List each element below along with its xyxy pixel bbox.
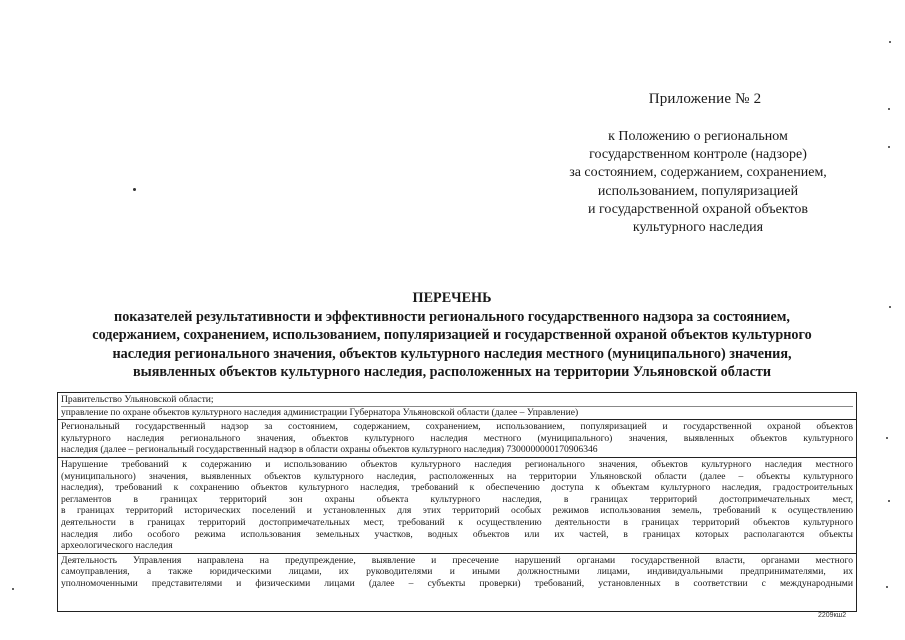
table-row-line: Деятельность Управления направлена на предупреждение, выявление и пресечение нарушений органами государственной власти, органами местного [61, 554, 853, 566]
table-row-line: археологического наследия [61, 540, 173, 552]
heading-line: показателей результативности и эффективности регионального государственного надзора за состоянием, [114, 308, 790, 325]
table-row-line: Региональный государственный надзор за состоянием, содержанием, сохранением, использованием, популяризацией и государственной охраной объектов [61, 421, 853, 433]
table-row-line: регламентов в границах территорий зон охраны объекта культурного наследия, в границах территорий достопримечательных мест, [61, 493, 853, 505]
scan-speck [888, 146, 890, 148]
table-row-line: самоуправления, а также юридическими лицами, их руководителями и иными должностными лицами, индивидуальными предпринимателями, их [61, 566, 853, 578]
heading-line: выявленных объектов культурного наследия, расположенных на территории Ульяновской области [132, 364, 772, 380]
table-row-line: деятельности в границах территорий достопримечательных мест, требований к осуществлению деятельности в границах территорий объектов культурного [61, 516, 853, 528]
table-row-line: в границах территорий исторических поселений и установленных для этих территорий особых режимов использования земель, требований к осуществлению [61, 505, 853, 517]
heading-line: наследия регионального значения, объектов культурного наследия местного (муниципального) значения, [112, 345, 792, 362]
scan-speck [888, 108, 890, 110]
scan-speck [889, 306, 891, 308]
table-row-line: уполномоченными представителями и физическими лицами (далее – субъекты проверки) требований, установленных в соответствии с международными [61, 577, 853, 589]
table-row-line: культурного наследия регионального значения, объектов культурного наследия местного (муниципального) значения, выявленных объектов культурного [61, 432, 853, 444]
scan-speck [12, 588, 14, 590]
table-row-line: (муниципального) значения, выявленных объектов культурного наследия, расположенных на территории Ульяновской области (далее – объекты культурного [61, 470, 853, 482]
indicators-table [57, 392, 857, 612]
scan-speck [889, 41, 891, 43]
table-row [58, 458, 856, 554]
scan-speck [886, 437, 888, 439]
table-row-line: наследия либо особого режима использования земельных участков, водных объектов или их частей, в границах которых располагаются объекты [61, 528, 853, 540]
appendix-title: Приложение № 2 [648, 91, 762, 107]
document-heading [50, 289, 854, 382]
table-row-line: наследия (далее – региональный государственный надзор в области охраны объектов культурного наследия) 7300000000170906346 [61, 444, 598, 456]
table-row [58, 554, 856, 591]
heading-title: ПЕРЕЧЕНЬ [412, 290, 492, 306]
table-row [58, 420, 856, 458]
table-row-line: управление по охране объектов культурного наследия администрации Губернатора Ульяновской области (далее – Управление) [61, 406, 579, 418]
table-row-line: наследия), требований к сохранению объектов культурного наследия, требований к обеспечению доступа к объектам культурного наследия, градостроительных [61, 482, 853, 494]
scan-speck [886, 586, 888, 588]
appendix-line: и государственной охраной объектов [587, 201, 808, 217]
appendix-line: государственном контроле (надзоре) [589, 147, 807, 163]
table-row [58, 393, 856, 420]
appendix-line: использованием, популяризацией [597, 183, 799, 199]
appendix-line: за состоянием, содержанием, сохранением, [569, 165, 827, 181]
appendix-line: к Положению о региональном [608, 129, 788, 144]
table-row-line: Нарушение требований к содержанию и использованию объектов культурного наследия регионального значения, объектов культурного наследия местного [61, 458, 853, 470]
heading-line: содержанием, сохранением, использованием, популяризацией и государственной охраной объектов культурного [92, 327, 812, 343]
page-code: 2209кш2 [818, 612, 847, 619]
appendix-caption [548, 128, 848, 237]
table-row-line: Правительство Ульяновской области; [61, 394, 853, 407]
scan-speck [888, 500, 890, 502]
scan-speck [133, 188, 136, 191]
appendix-line: культурного наследия [632, 220, 764, 236]
